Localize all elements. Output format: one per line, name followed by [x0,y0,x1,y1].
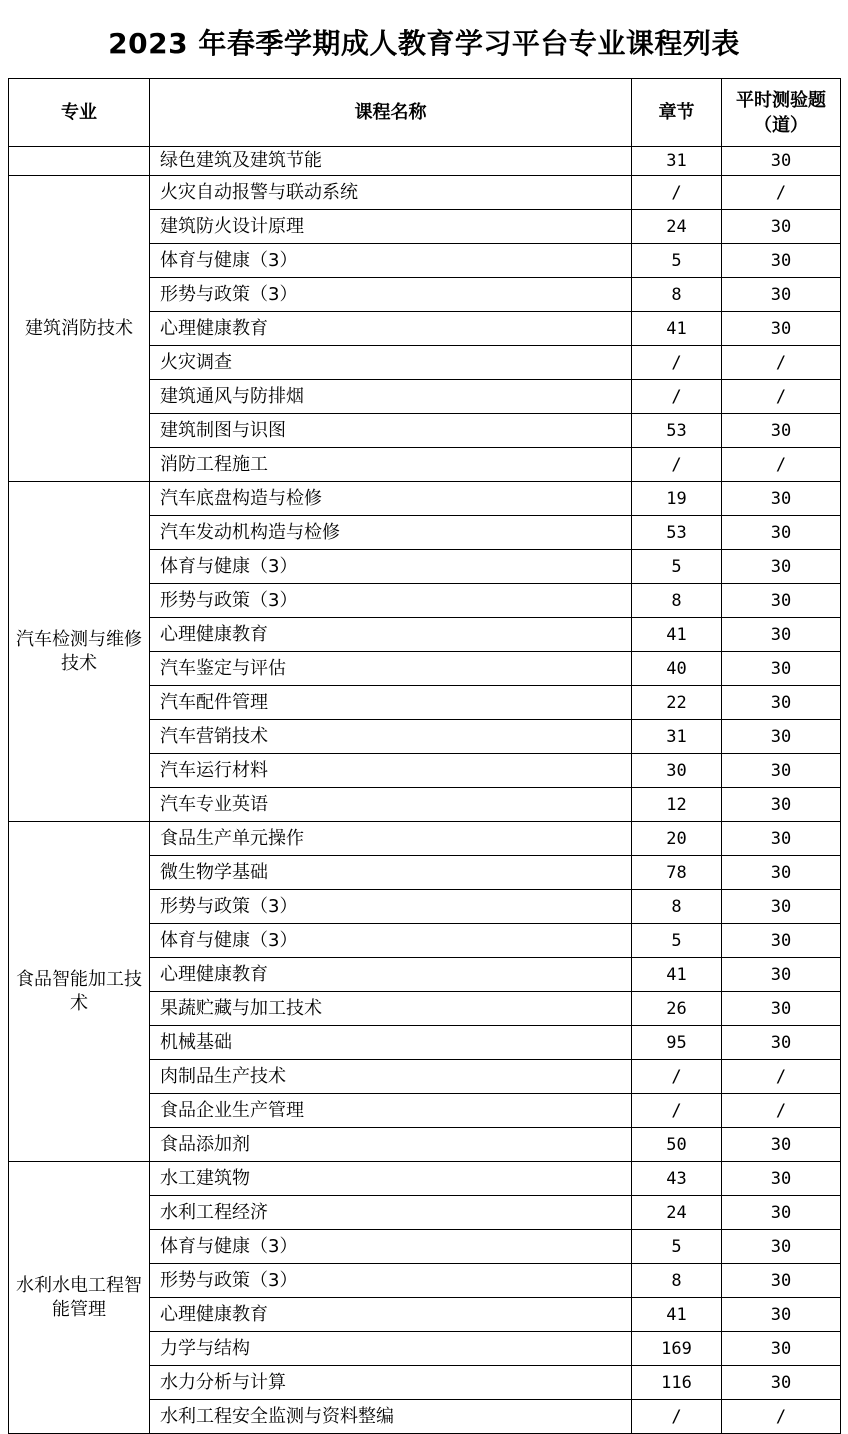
header-quiz: 平时测验题（道） [722,79,841,147]
course-name-cell: 水利工程安全监测与资料整编 [150,1400,632,1434]
course-name-cell: 形势与政策（3） [150,1264,632,1298]
course-name-cell: 果蔬贮藏与加工技术 [150,992,632,1026]
quiz-cell: 30 [722,584,841,618]
course-name-cell: 食品添加剂 [150,1128,632,1162]
quiz-cell: / [722,1094,841,1128]
course-name-cell: 体育与健康（3） [150,550,632,584]
quiz-cell: 30 [722,1026,841,1060]
chapters-cell: 169 [632,1332,722,1366]
chapters-cell: 24 [632,210,722,244]
major-cell [9,147,150,176]
chapters-cell: 5 [632,1230,722,1264]
course-name-cell: 汽车发动机构造与检修 [150,516,632,550]
chapters-cell: 22 [632,686,722,720]
table-row [9,147,841,176]
chapters-cell: 31 [632,147,722,176]
course-name-cell: 绿色建筑及建筑节能 [150,147,632,176]
chapters-cell: 5 [632,244,722,278]
chapters-cell: 8 [632,890,722,924]
quiz-cell: 30 [722,958,841,992]
course-name-cell: 形势与政策（3） [150,584,632,618]
course-name-cell: 心理健康教育 [150,1298,632,1332]
course-name-cell: 汽车运行材料 [150,754,632,788]
chapters-cell: 41 [632,958,722,992]
chapters-cell: 26 [632,992,722,1026]
course-name-cell: 体育与健康（3） [150,924,632,958]
quiz-cell: / [722,176,841,210]
quiz-cell: 30 [722,1196,841,1230]
course-name-cell: 建筑通风与防排烟 [150,380,632,414]
quiz-cell: 30 [722,1230,841,1264]
quiz-cell: 30 [722,1366,841,1400]
table-row [9,482,841,516]
quiz-cell: / [722,346,841,380]
chapters-cell: 20 [632,822,722,856]
course-name-cell: 形势与政策（3） [150,890,632,924]
course-name-cell: 机械基础 [150,1026,632,1060]
quiz-cell: 30 [722,550,841,584]
course-name-cell: 体育与健康（3） [150,244,632,278]
chapters-cell: 19 [632,482,722,516]
course-name-cell: 体育与健康（3） [150,1230,632,1264]
quiz-cell: 30 [722,1332,841,1366]
course-name-cell: 火灾调查 [150,346,632,380]
chapters-cell: / [632,448,722,482]
chapters-cell: 50 [632,1128,722,1162]
table-row [9,1162,841,1196]
chapters-cell: / [632,1060,722,1094]
chapters-cell: 41 [632,312,722,346]
chapters-cell: / [632,346,722,380]
course-name-cell: 心理健康教育 [150,312,632,346]
course-name-cell: 食品生产单元操作 [150,822,632,856]
course-name-cell: 水力分析与计算 [150,1366,632,1400]
chapters-cell: / [632,1400,722,1434]
chapters-cell: 41 [632,1298,722,1332]
course-name-cell: 力学与结构 [150,1332,632,1366]
chapters-cell: 8 [632,584,722,618]
major-cell: 建筑消防技术 [9,176,150,482]
course-name-cell: 水工建筑物 [150,1162,632,1196]
quiz-cell: 30 [722,890,841,924]
table-row [9,822,841,856]
quiz-cell: 30 [722,1264,841,1298]
chapters-cell: 53 [632,516,722,550]
major-cell: 食品智能加工技术 [9,822,150,1162]
quiz-cell: 30 [722,788,841,822]
quiz-cell: 30 [722,312,841,346]
quiz-cell: 30 [722,1162,841,1196]
header-course: 课程名称 [150,79,632,147]
major-cell: 汽车检测与维修技术 [9,482,150,822]
chapters-cell: 8 [632,278,722,312]
chapters-cell: 40 [632,652,722,686]
course-name-cell: 汽车专业英语 [150,788,632,822]
quiz-cell: 30 [722,210,841,244]
quiz-cell: 30 [722,482,841,516]
quiz-cell: / [722,1060,841,1094]
chapters-cell: 24 [632,1196,722,1230]
chapters-cell: 12 [632,788,722,822]
course-name-cell: 汽车底盘构造与检修 [150,482,632,516]
quiz-cell: 30 [722,924,841,958]
major-cell: 水利水电工程智能管理 [9,1162,150,1434]
chapters-cell: 43 [632,1162,722,1196]
quiz-cell: 30 [722,1128,841,1162]
quiz-cell: 30 [722,244,841,278]
quiz-cell: / [722,448,841,482]
chapters-cell: 116 [632,1366,722,1400]
quiz-cell: 30 [722,754,841,788]
quiz-cell: / [722,380,841,414]
course-name-cell: 汽车配件管理 [150,686,632,720]
chapters-cell: 31 [632,720,722,754]
chapters-cell: 53 [632,414,722,448]
quiz-cell: / [722,1400,841,1434]
course-name-cell: 建筑防火设计原理 [150,210,632,244]
chapters-cell: / [632,1094,722,1128]
course-name-cell: 汽车鉴定与评估 [150,652,632,686]
quiz-cell: 30 [722,1298,841,1332]
table-row [9,176,841,210]
quiz-cell: 30 [722,686,841,720]
course-name-cell: 火灾自动报警与联动系统 [150,176,632,210]
chapters-cell: 95 [632,1026,722,1060]
quiz-cell: 30 [722,822,841,856]
header-row [9,79,841,147]
quiz-cell: 30 [722,414,841,448]
quiz-cell: 30 [722,652,841,686]
course-name-cell: 水利工程经济 [150,1196,632,1230]
chapters-cell: / [632,176,722,210]
header-major: 专业 [9,79,150,147]
course-name-cell: 消防工程施工 [150,448,632,482]
chapters-cell: 8 [632,1264,722,1298]
page-title: 2023 年春季学期成人教育学习平台专业课程列表 [108,27,740,60]
quiz-cell: 30 [722,720,841,754]
quiz-cell: 30 [722,992,841,1026]
table-body [9,147,841,1434]
header-chapters: 章节 [632,79,722,147]
course-name-cell: 心理健康教育 [150,618,632,652]
chapters-cell: 78 [632,856,722,890]
course-table [8,78,841,1434]
course-name-cell: 建筑制图与识图 [150,414,632,448]
course-name-cell: 微生物学基础 [150,856,632,890]
quiz-cell: 30 [722,516,841,550]
quiz-cell: 30 [722,147,841,176]
chapters-cell: 5 [632,550,722,584]
quiz-cell: 30 [722,278,841,312]
course-name-cell: 食品企业生产管理 [150,1094,632,1128]
quiz-cell: 30 [722,618,841,652]
course-name-cell: 心理健康教育 [150,958,632,992]
chapters-cell: 5 [632,924,722,958]
quiz-cell: 30 [722,856,841,890]
chapters-cell: 41 [632,618,722,652]
chapters-cell: / [632,380,722,414]
course-name-cell: 形势与政策（3） [150,278,632,312]
course-name-cell: 肉制品生产技术 [150,1060,632,1094]
chapters-cell: 30 [632,754,722,788]
course-name-cell: 汽车营销技术 [150,720,632,754]
